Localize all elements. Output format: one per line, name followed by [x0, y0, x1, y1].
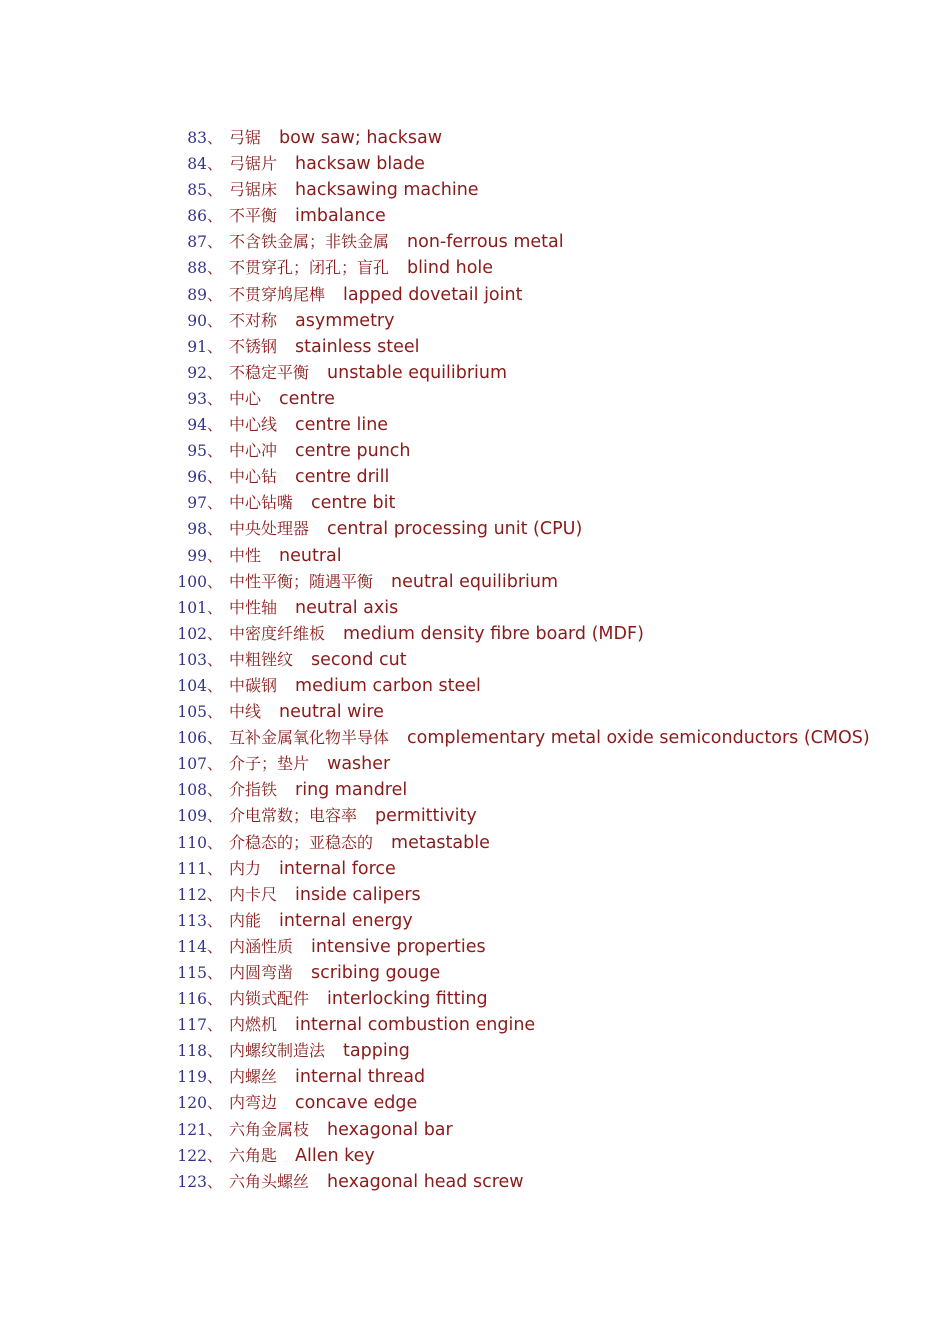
entry-separator: 、: [207, 1094, 223, 1113]
entry-number: 121: [177, 1120, 207, 1139]
entry-separator: 、: [207, 337, 223, 356]
entry-chinese-term: 介稳态的；亚稳态的: [229, 832, 374, 852]
entry-separator: 、: [207, 572, 223, 591]
entry-number: 89: [187, 285, 207, 304]
entry-english-term: centre drill: [295, 467, 390, 488]
entry-chinese-term: 中心冲: [229, 441, 278, 461]
entry-number: 83: [187, 129, 207, 147]
entry-chinese-term: 不贯穿鸠尾榫: [229, 284, 326, 304]
entry-chinese-term: 中粗锉纹: [229, 649, 294, 669]
entry-number: 94: [187, 416, 207, 435]
entry-chinese-term: 不对称: [229, 310, 278, 330]
entry-number: 86: [187, 207, 207, 226]
entry-english-term: neutral equilibrium: [391, 571, 559, 592]
entry-english-term: hexagonal bar: [327, 1119, 453, 1140]
entry-number: 116: [177, 990, 207, 1009]
entry-english-term: hacksawing machine: [295, 180, 479, 201]
entry-number: 87: [187, 233, 207, 252]
entry-separator: 、: [207, 468, 223, 487]
glossary-entry: [0, 803, 950, 829]
glossary-entry: [0, 1169, 950, 1195]
entry-separator: 、: [207, 650, 223, 669]
glossary-entry: [0, 986, 950, 1012]
glossary-entry: [0, 569, 950, 595]
entry-english-term: neutral wire: [279, 702, 384, 723]
entry-separator: 、: [207, 1016, 223, 1035]
entry-chinese-term: 内涵性质: [229, 936, 294, 956]
entry-english-term: centre line: [295, 415, 389, 436]
entry-chinese-term: 中性: [229, 545, 262, 565]
entry-number: 115: [177, 964, 207, 982]
entry-number: 110: [177, 833, 207, 852]
glossary-entry: [0, 464, 950, 490]
entry-chinese-term: 中心线: [229, 415, 278, 435]
glossary-entry: [0, 856, 950, 882]
entry-chinese-term: 互补金属氧化物半导体: [229, 728, 390, 748]
glossary-entry: [0, 1090, 950, 1116]
glossary-entry: [0, 621, 950, 647]
entry-separator: 、: [207, 546, 223, 565]
entry-number: 92: [187, 363, 207, 382]
entry-chinese-term: 内锁式配件: [229, 989, 310, 1009]
entry-separator: 、: [207, 937, 223, 956]
entry-number: 90: [187, 311, 207, 330]
entry-english-term: interlocking fitting: [327, 989, 488, 1010]
entry-chinese-term: 介指铁: [229, 780, 278, 800]
entry-number: 117: [177, 1016, 207, 1035]
entry-separator: 、: [207, 1068, 223, 1087]
entry-english-term: concave edge: [295, 1093, 418, 1114]
entry-separator: 、: [207, 259, 223, 278]
entry-number: 88: [187, 259, 207, 278]
entry-chinese-term: 六角头螺丝: [229, 1171, 310, 1191]
glossary-entry: [0, 543, 950, 569]
entry-chinese-term: 中性平衡；随遇平衡: [229, 571, 374, 591]
entry-english-term: blind hole: [407, 258, 494, 279]
entry-english-term: Allen key: [295, 1145, 375, 1166]
glossary-entry: [0, 308, 950, 334]
entry-chinese-term: 六角金属枝: [229, 1119, 310, 1139]
entry-separator: 、: [207, 363, 223, 382]
entry-chinese-term: 内能: [229, 910, 262, 930]
entry-english-term: complementary metal oxide semiconductors (CMOS): [407, 728, 870, 749]
entry-number: 120: [177, 1094, 207, 1113]
entry-english-term: ring mandrel: [295, 780, 408, 801]
entry-number: 123: [177, 1172, 207, 1191]
entry-chinese-term: 中线: [229, 702, 262, 722]
entry-chinese-term: 中心: [229, 388, 262, 408]
entry-separator: 、: [207, 964, 223, 982]
entry-chinese-term: 内燃机: [229, 1015, 278, 1035]
entry-chinese-term: 不锈钢: [229, 336, 278, 356]
entry-english-term: centre bit: [311, 493, 396, 514]
glossary-entry: [0, 177, 950, 203]
entry-separator: 、: [207, 729, 223, 748]
entry-english-term: internal force: [279, 858, 396, 879]
entry-english-term: internal thread: [295, 1067, 426, 1088]
entry-separator: 、: [207, 624, 223, 643]
entry-separator: 、: [207, 1120, 223, 1139]
entry-separator: 、: [207, 598, 223, 617]
entry-chinese-term: 中性轴: [229, 597, 278, 617]
glossary-entry: [0, 908, 950, 934]
entry-separator: 、: [207, 885, 223, 904]
entry-separator: 、: [207, 781, 223, 800]
glossary-entry: [0, 882, 950, 908]
entry-chinese-term: 中央处理器: [229, 519, 310, 539]
entry-separator: 、: [207, 807, 223, 826]
entry-number: 96: [187, 468, 207, 487]
entry-separator: 、: [207, 990, 223, 1009]
glossary-entry: [0, 516, 950, 542]
entry-number: 122: [177, 1146, 207, 1165]
glossary-entry: [0, 673, 950, 699]
entry-number: 100: [177, 572, 207, 591]
glossary-entry: [0, 125, 950, 151]
entry-separator: 、: [207, 233, 223, 252]
entry-chinese-term: 内螺纹制造法: [229, 1041, 326, 1061]
entry-number: 102: [177, 624, 207, 643]
entry-english-term: tapping: [343, 1041, 410, 1062]
entry-separator: 、: [207, 755, 223, 774]
glossary-entry: [0, 777, 950, 803]
entry-separator: 、: [207, 129, 223, 147]
glossary-entry: [0, 1012, 950, 1038]
entry-number: 99: [187, 546, 207, 565]
glossary-entry: [0, 1117, 950, 1143]
entry-separator: 、: [207, 389, 223, 408]
entry-separator: 、: [207, 520, 223, 539]
entry-separator: 、: [207, 859, 223, 878]
entry-english-term: stainless steel: [295, 336, 420, 357]
entry-chinese-term: 中心钻: [229, 467, 278, 487]
entry-chinese-term: 六角匙: [229, 1145, 278, 1165]
glossary-entry: [0, 203, 950, 229]
glossary-entry: [0, 1143, 950, 1169]
entry-number: 97: [187, 494, 207, 513]
entry-chinese-term: 内圆弯凿: [229, 963, 294, 982]
entry-separator: 、: [207, 833, 223, 852]
entry-chinese-term: 弓锯片: [229, 154, 278, 174]
glossary-entry: [0, 490, 950, 516]
entry-chinese-term: 介子；垫片: [229, 754, 310, 774]
entry-chinese-term: 内力: [229, 858, 262, 878]
entry-separator: 、: [207, 207, 223, 226]
glossary-entry: [0, 960, 950, 986]
glossary-entry: [0, 229, 950, 255]
entry-number: 111: [177, 859, 207, 878]
entry-chinese-term: 内卡尺: [229, 884, 278, 904]
entry-chinese-term: 内弯边: [229, 1093, 278, 1113]
entry-number: 103: [177, 650, 207, 669]
glossary-entry: [0, 595, 950, 621]
glossary-entry: [0, 282, 950, 308]
entry-chinese-term: 弓锯: [229, 128, 262, 147]
glossary-entry: [0, 934, 950, 960]
entry-english-term: inside calipers: [295, 884, 421, 905]
glossary-entry: [0, 438, 950, 464]
glossary-entry: [0, 1038, 950, 1064]
entry-english-term: unstable equilibrium: [327, 362, 508, 383]
entry-english-term: scribing gouge: [311, 963, 441, 983]
glossary-list: [0, 125, 950, 1195]
entry-chinese-term: 中密度纤维板: [229, 623, 326, 643]
entry-english-term: imbalance: [295, 206, 386, 227]
entry-english-term: second cut: [311, 649, 407, 670]
glossary-entry: [0, 830, 950, 856]
entry-number: 109: [177, 807, 207, 826]
entry-chinese-term: 不贯穿孔；闭孔；盲孔: [229, 258, 390, 278]
entry-english-term: central processing unit (CPU): [327, 519, 583, 540]
entry-number: 106: [177, 729, 207, 748]
entry-english-term: intensive properties: [311, 936, 486, 957]
entry-english-term: medium carbon steel: [295, 675, 481, 696]
entry-number: 118: [177, 1042, 207, 1061]
entry-chinese-term: 不含铁金属；非铁金属: [229, 232, 390, 252]
entry-english-term: internal energy: [279, 910, 413, 931]
glossary-entry: [0, 412, 950, 438]
entry-separator: 、: [207, 155, 223, 174]
entry-english-term: lapped dovetail joint: [343, 284, 523, 305]
entry-number: 95: [187, 442, 207, 461]
entry-chinese-term: 中心钻嘴: [229, 493, 294, 513]
entry-separator: 、: [207, 1042, 223, 1061]
entry-english-term: hexagonal head screw: [327, 1171, 524, 1192]
entry-number: 112: [177, 885, 207, 904]
entry-english-term: internal combustion engine: [295, 1015, 536, 1036]
entry-number: 93: [187, 389, 207, 408]
entry-chinese-term: 不稳定平衡: [229, 362, 310, 382]
entry-english-term: hacksaw blade: [295, 154, 425, 175]
entry-separator: 、: [207, 703, 223, 722]
entry-english-term: washer: [327, 754, 391, 775]
entry-number: 84: [187, 155, 207, 174]
entry-number: 107: [177, 755, 207, 774]
entry-english-term: bow saw; hacksaw: [279, 128, 443, 148]
glossary-entry: [0, 360, 950, 386]
entry-chinese-term: 弓锯床: [229, 180, 278, 200]
entry-number: 113: [177, 911, 207, 930]
entry-separator: 、: [207, 1146, 223, 1165]
entry-chinese-term: 中碳钢: [229, 675, 278, 695]
entry-english-term: centre punch: [295, 441, 411, 462]
entry-number: 91: [187, 337, 207, 356]
glossary-entry: [0, 334, 950, 360]
entry-english-term: medium density fibre board (MDF): [343, 623, 644, 644]
entry-english-term: asymmetry: [295, 310, 395, 331]
entry-separator: 、: [207, 1172, 223, 1191]
entry-number: 114: [177, 937, 207, 956]
entry-chinese-term: 介电常数；电容率: [229, 806, 358, 826]
entry-separator: 、: [207, 285, 223, 304]
entry-chinese-term: 内螺丝: [229, 1067, 278, 1087]
entry-separator: 、: [207, 311, 223, 330]
entry-number: 85: [187, 181, 207, 200]
entry-separator: 、: [207, 494, 223, 513]
entry-english-term: centre: [279, 388, 335, 409]
entry-number: 119: [177, 1068, 207, 1087]
entry-number: 101: [177, 598, 207, 617]
entry-english-term: neutral axis: [295, 597, 399, 618]
glossary-entry: [0, 699, 950, 725]
entry-english-term: neutral: [279, 545, 342, 566]
entry-separator: 、: [207, 416, 223, 435]
entry-separator: 、: [207, 442, 223, 461]
entry-chinese-term: 不平衡: [229, 206, 278, 226]
glossary-entry: [0, 386, 950, 412]
entry-separator: 、: [207, 676, 223, 695]
entry-english-term: permittivity: [375, 806, 477, 827]
entry-number: 98: [187, 520, 207, 539]
glossary-entry: [0, 725, 950, 751]
entry-number: 105: [177, 703, 207, 722]
glossary-entry: [0, 751, 950, 777]
entry-english-term: metastable: [391, 832, 490, 853]
entry-separator: 、: [207, 181, 223, 200]
entry-number: 104: [177, 676, 207, 695]
entry-separator: 、: [207, 911, 223, 930]
entry-english-term: non-ferrous metal: [407, 232, 564, 253]
glossary-entry: [0, 1064, 950, 1090]
glossary-entry: [0, 647, 950, 673]
entry-number: 108: [177, 781, 207, 800]
glossary-entry: [0, 151, 950, 177]
glossary-entry: [0, 255, 950, 281]
